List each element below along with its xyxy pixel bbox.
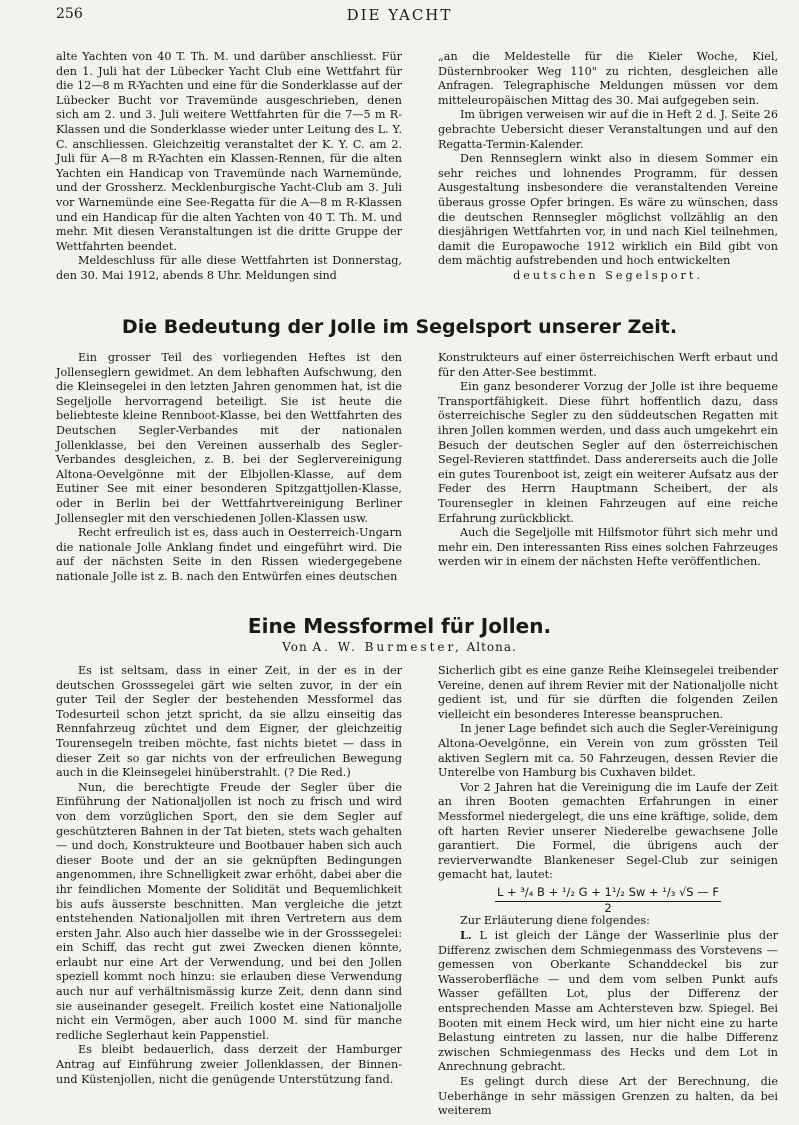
paragraph: Es gelingt durch diese Art der Berechnung, die Ueberhänge in sehr mässigen Grenzen zu halten, da bei weiterem	[438, 1075, 778, 1118]
paragraph: Nun, die berechtigte Freude der Segler über die Einführung der Nationaljollen ist noch zu frisch und wird von dem vorzüglichen Sport, den sie dem Segler auf geschützteren Bahnen in der Tat bieten, stets wach gehalten — und doch, Konstrukteure und Bootbauer haben sich auch dieser Boote und der an sie geknüpften Bedingungen angenommen, ihre Schnelligkeit zwar erhöht, dabei aber die ihr feindlichen Momente der Solidität und Bequemlichkeit bis aufs äusserste beschnitten. Man vergleiche die jetzt entstehenden Nationaljollen mit ihren Vertretern aus dem ersten Jahr. Also auch hier dasselbe wie in der Grosssegelei: ein Schiff, das recht gut zwei Zwecken dienen könnte, erlaubt nur eine Art der Verwendung, und bei den Jollen speziell kommt noch hinzu: sie erlauben diese Verwendung auch nur auf verhältnismässig kurze Zeit, denn dann sind sie auseinander gesegelt. Freilich kostet eine Nationaljolle nicht ein Vermögen, aber auch 1000 M. sind für manche redliche Seglerhaut kein Pappenstiel.	[56, 780, 402, 1042]
article2-right-column	[438, 664, 778, 1119]
paragraph: Meldeschluss für alle diese Wettfahrten ist Donnerstag, den 30. Mai 1912, abends 8 Uhr. Meldungen sind	[56, 254, 402, 282]
definition-text: L ist gleich der Länge der Wasserlinie plus der Differenz zwischen dem Schmiegenmass des Vorstevens — gemessen von Oberkante Schanddeckel bis zur Wasseroberfläche — und dem vom selben Punkt aufs Wasser gefällten Lot, plus der Differenz der entsprechenden Masse am Achtersteven bzw. Spiegel. Bei Booten mit einem Heck wird, um hier nicht eine zu harte Belastung eintreten zu lassen, nur die halbe Differenz zwischen Schmiegenmass des Hecks und dem Lot in Anrechnung gebracht.	[438, 929, 778, 1074]
paragraph: In jener Lage befindet sich auch die Segler-Vereinigung Altona-Oevelgönne, ein Verein von zum grössten Teil aktiven Seglern mit ca. 50 Fahrzeugen, dessen Revier die Unterelbe von Hamburg bis Cuxhaven bildet.	[438, 722, 778, 780]
top-left-column	[56, 50, 402, 284]
paragraph: Vor 2 Jahren hat die Vereinigung die im Laufe der Zeit an ihren Booten gemachten Erfahrungen in einer Messformel niedergelegt, die uns eine kräftige, solide, dem oft harten Revier unserer Niederelbe gewachsene Jolle garantiert. Die Formel, die übrigens auch der revierverwandte Blankeneser Segel-Club zur seinigen gemacht hat, lautet:	[438, 780, 778, 882]
paragraph: Recht erfreulich ist es, dass auch in Oesterreich-Ungarn die nationale Jolle Anklang findet und eingeführt wird. Die auf der nächsten Seite in den Rissen wiedergegebene nationale Jolle ist z. B. nach den Entwürfen eines deutschen	[56, 526, 402, 583]
formula-denominator: 2	[604, 900, 612, 915]
definition-term: L.	[460, 928, 472, 943]
article1-right-column	[438, 351, 778, 570]
paragraph: Den Rennseglern winkt also in diesem Sommer ein sehr reiches und lohnendes Programm, für dessen Ausgestaltung insbesondere die veranstaltenden Vereine überaus grosse Opfer bringen. Es wäre zu wünschen, dass die deutschen Rennsegler möglichst vollzählig an den diesjährigen Wettfahrten vor, in und nach Kiel teilnehmen, damit die Europawoche 1912 wirklich ein Bild gibt von dem mächtig aufstrebenden und hoch entwickelten	[438, 152, 778, 268]
paragraph: Konstrukteurs auf einer österreichischen Werft erbaut und für den Atter-See bestimmt.	[438, 351, 778, 379]
paragraph	[438, 928, 778, 1075]
article-title: Eine Messformel für Jollen.	[247, 614, 552, 638]
top-right-column	[438, 50, 778, 284]
article2-left-column	[56, 664, 402, 1087]
paragraph: Ein grosser Teil des vorliegenden Heftes ist den Jollenseglern gewidmet. An dem lebhaften Aufschwung, den die Kleinsegelei in den letzten Jahren genommen hat, ist die Segeljolle hervorragend beteiligt. Sie ist heute die beliebteste kleine Rennboot-Klasse, bei den Wettfahrten des Deutschen Segler-Verbandes mit der nationalen Jollenklasse, bei den Vereinen ausserhalb des Segler-Verbandes desgleichen, z. B. bei der Seglervereinigung Altona-Oevelgönne mit der Elbjollen-Klasse, auf dem Eutiner See mit einer besonderen Spitzgattjollen-Klasse, oder in Berlin bei der Wettfahrtvereinigung Berliner Jollensegler mit den verschiedenen Jollen-Klassen usw.	[56, 351, 402, 525]
formula-numerator: L + ³/₄ B + ¹/₂ G + 1¹/₂ Sw + ¹/₃ √S — F	[495, 885, 721, 902]
paragraph: Auch die Segeljolle mit Hilfsmotor führt sich mehr und mehr ein. Den interessanten Riss eines solchen Fahrzeuges werden wir in einem der nächsten Hefte veröffentlichen.	[438, 526, 778, 569]
paragraph: Im übrigen verweisen wir auf die in Heft 2 d. J. Seite 26 gebrachte Uebersicht dieser Veranstaltungen und auf den Regatta-Termin-Kalender.	[438, 108, 778, 151]
paragraph: Zur Erläuterung diene folgendes:	[460, 913, 650, 927]
paragraph: Ein ganz besonderer Vorzug der Jolle ist ihre bequeme Transportfähigkeit. Diese führt hoffentlich dazu, dass österreichische Segler zu den süddeutschen Regatten mit ihren Jollen kommen werden, und dass auch umgekehrt ein Besuch der deutschen Segler auf den österreichischen Segel-Revieren stattfindet. Dass andererseits auch die Jolle ein gutes Tourenboot ist, zeigt ein weiterer Aufsatz aus der Feder des Herrn Hauptmann Scheibert, der als Tourensegler in kleinen Fahrzeugen auf eine reiche Erfahrung zurückblickt.	[438, 380, 778, 525]
paragraph: Es bleibt bedauerlich, dass derzeit der Hamburger Antrag auf Einführung zweier Jollenklassen, der Binnen- und Küstenjollen, nicht die genügende Unterstützung fand.	[56, 1043, 402, 1086]
signature: deutschen Segelsport.	[513, 268, 703, 282]
page-number: 256	[56, 6, 83, 22]
article-title: Die Bedeutung der Jolle im Segelsport unserer Zeit.	[121, 316, 678, 338]
byline-prefix: Von	[282, 640, 308, 654]
article1-left-column	[56, 351, 402, 585]
paragraph: „an die Meldestelle für die Kieler Woche, Kiel, Düsternbrooker Weg 110" zu richten, desgleichen alle Anfragen. Telegraphische Meldungen müssen vor dem mitteleuropäischen Mittag des 30. Mai aufgegeben sein.	[438, 50, 778, 107]
running-title: DIE YACHT	[346, 6, 453, 24]
author-name: A. W. Burmester,	[312, 640, 462, 654]
measurement-formula	[438, 885, 778, 914]
paragraph: Es ist seltsam, dass in einer Zeit, in der es in der deutschen Grosssegelei gärt wie selten zuvor, in der ein guter Teil der Segler der bestehenden Messformel das Todesurteil schon jetzt spricht, da sie allzu einseitig das Rennfahrzeug züchtet und dem Eigner, der gleichzeitig Tourensegeln treiben möchte, fast nichts bietet — dass in dieser Zeit so gar nichts von der erfreulichen Bewegung auch in die Kleinsegelei hinüberstrahlt. (? Die Red.)	[56, 664, 402, 780]
byline	[0, 640, 799, 654]
paragraph: alte Yachten von 40 T. Th. M. und darüber anschliesst. Für den 1. Juli hat der Lübecker Yacht Club eine Wettfahrt für die 12—8 m R-Yachten und eine für die Sonderklasse auf der Lübecker Bucht vor Travemünde ausgeschrieben, denen sich am 2. und 3. Juli weitere Wettfahrten für die 7—5 m R-Klassen und die Sonderklasse wieder unter Leitung des L. Y. C. anschliessen. Gleichzeitig veranstaltet der K. Y. C. am 2. Juli für A—8 m R-Yachten ein Klassen-Rennen, für die alten Yachten ein Handicap von Travemünde nach Warnemünde, und der Grossherz. Mecklenburgische Yacht-Club am 3. Juli vor Warnemünde eine See-Regatta für die A—8 m R-Klassen und ein Handicap für die alten Yachten von 40 T. Th. M. und mehr. Mit diesen Veranstaltungen ist die dritte Gruppe der Wettfahrten beendet.	[56, 50, 402, 253]
paragraph: Sicherlich gibt es eine ganze Reihe Kleinsegelei treibender Vereine, denen auf ihrem Revier mit der Nationaljolle nicht gedient ist, und für sie dürften die folgenden Zeilen vielleicht ein besonderes Interesse beanspruchen.	[438, 664, 778, 721]
author-place: Altona.	[466, 640, 517, 654]
